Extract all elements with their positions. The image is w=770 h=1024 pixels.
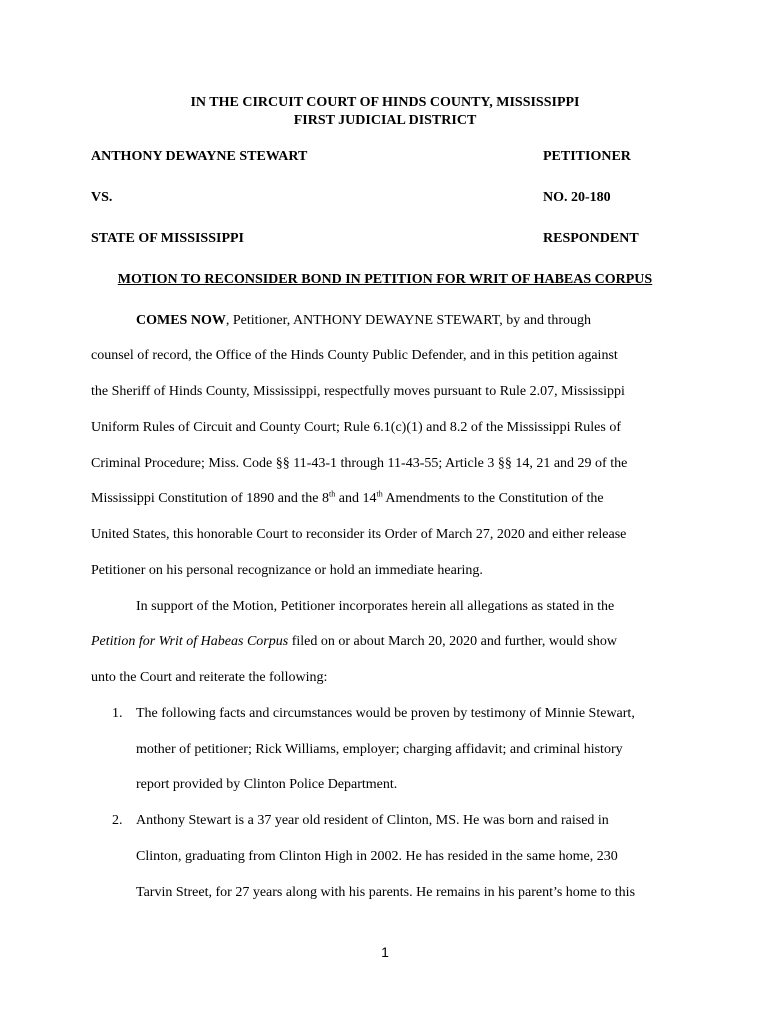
support-line-2-text: filed on or about March 20, 2020 and further, would show <box>288 634 617 649</box>
intro-line-1 <box>136 312 591 330</box>
comes-now-label: COMES NOW <box>136 313 226 328</box>
petitioner-name: ANTHONY DEWAYNE STEWART <box>91 149 308 164</box>
support-line-2 <box>91 633 617 651</box>
intro-line-2: counsel of record, the Office of the Hinds County Public Defender, and in this petition against <box>91 348 618 363</box>
petitioner-role: PETITIONER <box>543 149 631 164</box>
intro-line-8: Petitioner on his personal recognizance or hold an immediate hearing. <box>91 563 483 578</box>
ordinal-suffix: th <box>376 489 383 499</box>
intro-line-5: Criminal Procedure; Miss. Code §§ 11-43-1 through 11-43-55; Article 3 §§ 14, 21 and 29 of the <box>91 456 628 471</box>
list-item-number: 1. <box>112 706 123 721</box>
list-item-line: Tarvin Street, for 27 years along with his parents. He remains in his parent’s home to this <box>136 885 636 900</box>
intro-line-6b: and 14 <box>335 491 377 506</box>
ordinal-suffix: th <box>329 489 336 499</box>
versus-label: VS. <box>91 190 113 205</box>
support-line-1: In support of the Motion, Petitioner incorporates herein all allegations as stated in the <box>136 599 615 614</box>
support-line-3: unto the Court and reiterate the following: <box>91 670 328 685</box>
petition-title-italic: Petition for Writ of Habeas Corpus <box>91 634 289 649</box>
page-number: 1 <box>381 944 389 960</box>
case-number: NO. 20-180 <box>543 190 611 205</box>
intro-line-4: Uniform Rules of Circuit and County Court; Rule 6.1(c)(1) and 8.2 of the Mississippi Rules of <box>91 420 622 435</box>
intro-line-1-text: , Petitioner, ANTHONY DEWAYNE STEWART, by and through <box>225 313 591 328</box>
respondent-role: RESPONDENT <box>543 231 639 246</box>
list-item-line: mother of petitioner; Rick Williams, employer; charging affidavit; and criminal history <box>136 742 623 757</box>
intro-line-7: United States, this honorable Court to reconsider its Order of March 27, 2020 and either release <box>91 527 627 542</box>
court-name: IN THE CIRCUIT COURT OF HINDS COUNTY, MISSISSIPPI <box>190 95 580 110</box>
intro-line-6a: Mississippi Constitution of 1890 and the 8 <box>91 491 330 506</box>
list-item-number: 2. <box>112 813 123 828</box>
judicial-district: FIRST JUDICIAL DISTRICT <box>293 113 477 128</box>
motion-title: MOTION TO RECONSIDER BOND IN PETITION FOR WRIT OF HABEAS CORPUS <box>117 272 653 287</box>
list-item-line: Clinton, graduating from Clinton High in 2002. He has resided in the same home, 230 <box>136 849 618 864</box>
respondent-name: STATE OF MISSISSIPPI <box>91 231 245 246</box>
list-item-line: Anthony Stewart is a 37 year old resident of Clinton, MS. He was born and raised in <box>136 813 609 828</box>
list-item-line: report provided by Clinton Police Department. <box>136 777 398 792</box>
intro-line-6c: Amendments to the Constitution of the <box>382 491 604 506</box>
intro-line-3: the Sheriff of Hinds County, Mississippi, respectfully moves pursuant to Rule 2.07, Mississippi <box>91 384 625 399</box>
intro-line-6 <box>91 490 604 508</box>
list-item-line: The following facts and circumstances would be proven by testimony of Minnie Stewart, <box>136 706 635 721</box>
